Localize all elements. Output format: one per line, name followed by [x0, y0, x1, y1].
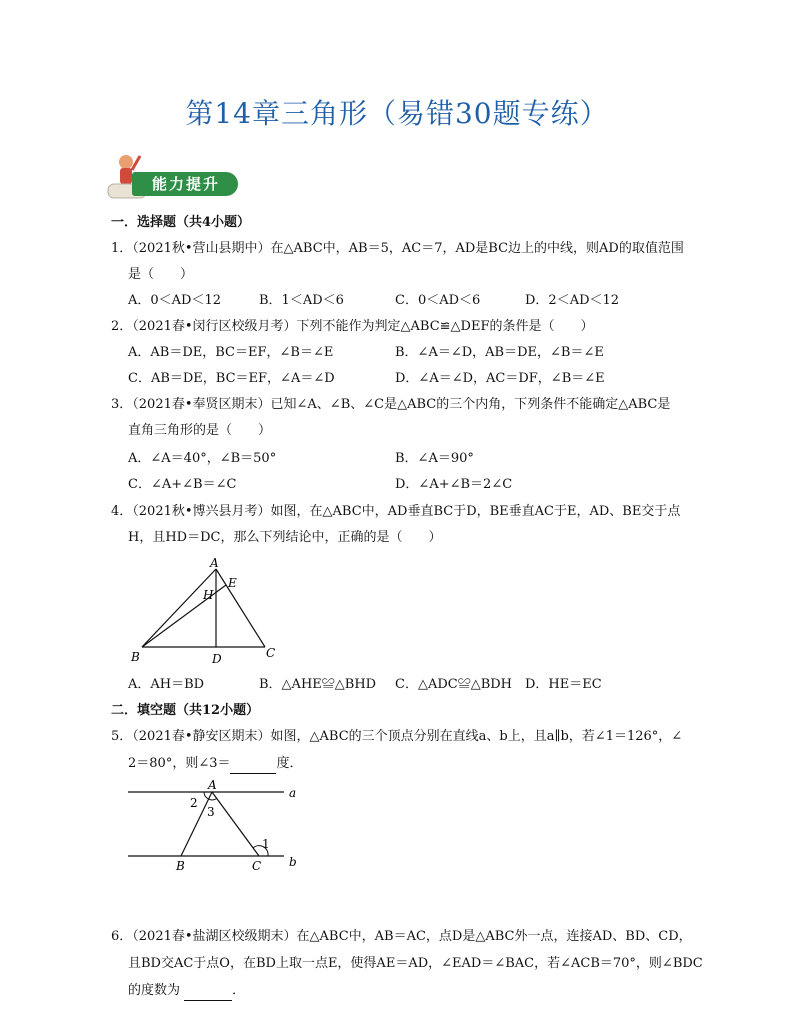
section-fill-heading: 二．填空题（共12小题）: [111, 703, 260, 718]
section-choice-heading: 一．选择题（共4小题）: [111, 215, 251, 230]
q1-stem-cont: 是（ ）: [128, 267, 194, 282]
q5-label-b: B: [176, 859, 185, 873]
q5-stem-cont-text: 2＝80°，则∠3＝: [128, 756, 231, 771]
q1-stem: 1．（2021秋•营山县期中）在△ABC中，AB＝5，AC＝7，AD是BC边上的中线，则AD的取值范围: [111, 241, 684, 256]
q5-label-line-b: b: [289, 855, 297, 869]
q5-stem: 5．（2021春•静安区期末）如图，△ABC的三个顶点分别在直线a、b上，且a∥b，若∠1＝126°，∠: [111, 729, 683, 744]
q5-parallel-lines-figure: [124, 776, 308, 876]
q4-label-a: A: [210, 556, 219, 570]
q6-answer-blank[interactable]: [184, 982, 232, 1001]
q4-label-c: C: [266, 646, 276, 660]
q4-stem: 4．（2021秋•博兴县月考）如图，在△ABC中，AD垂直BC于D，BE垂直AC于E，AD、BE交于点: [111, 504, 681, 519]
q4-option-a: A．AH＝BD: [128, 677, 205, 692]
q5-angle-2: 2: [190, 796, 198, 810]
q2-option-a: A．AB＝DE，BC＝EF，∠B＝∠E: [128, 345, 334, 360]
q2-stem: 2．（2021春•闵行区校级月考）下列不能作为判定△ABC≌△DEF的条件是（ ）: [111, 319, 594, 334]
q4-label-h: H: [203, 588, 214, 602]
q5-label-c: C: [252, 859, 262, 873]
q2-option-d: D．∠A＝∠D，AC＝DF，∠B＝∠E: [395, 371, 605, 386]
q1-option-d: D．2＜AD＜12: [525, 293, 620, 308]
q6-stem-cont2: 的度数为 ．: [128, 982, 245, 1001]
q2-option-c: C．AB＝DE，BC＝EF，∠A＝∠D: [128, 371, 335, 386]
q1-option-c: C．0＜AD＜6: [395, 293, 481, 308]
q6-stem-cont2-text: 的度数为: [128, 983, 181, 998]
q6-stem: 6．（2021春•盐湖区校级期末）在△ABC中，AB＝AC，点D是△ABC外一点，连接AD、BD、CD，: [111, 929, 692, 944]
q5-stem-cont: [128, 755, 303, 774]
q2-option-b: B．∠A＝∠D，AB＝DE，∠B＝∠E: [395, 345, 604, 360]
q4-label-b: B: [131, 650, 140, 664]
page-title: 第14章三角形（易错30题专练）: [185, 97, 609, 130]
q5-stem-unit: 度．: [276, 756, 303, 771]
ability-badge-label: 能力提升: [132, 172, 238, 196]
q1-option-b: B．1＜AD＜6: [259, 293, 344, 308]
ability-badge: [106, 150, 238, 202]
q3-stem-cont: 直角三角形的是（ ）: [128, 423, 272, 438]
q4-label-d: D: [212, 652, 222, 666]
q3-option-b: B．∠A＝90°: [395, 451, 474, 466]
q3-stem: 3．（2021春•奉贤区期末）已知∠A、∠B、∠C是△ABC的三个内角，下列条件不能确定△ABC是: [111, 397, 671, 412]
q6-stem-cont: 且BD交AC于点O，在BD上取一点E，使得AE＝AD，∠EAD＝∠BAC，若∠ACB＝70°，则∠BDC: [128, 956, 703, 971]
q5-angle-1: 1: [262, 837, 270, 851]
q5-answer-blank[interactable]: [230, 755, 276, 774]
q5-angle-3: 3: [207, 805, 215, 819]
q3-option-d: D．∠A+∠B＝2∠C: [395, 477, 513, 492]
q3-option-a: A．∠A＝40°，∠B＝50°: [128, 451, 277, 466]
q4-stem-cont: H，且HD＝DC，那么下列结论中，正确的是（ ）: [128, 530, 442, 545]
q4-option-d: D．HE＝EC: [525, 677, 602, 692]
q1-option-a: A．0＜AD＜12: [128, 293, 222, 308]
q3-option-c: C．∠A+∠B＝∠C: [128, 477, 237, 492]
q4-option-b: B．△AHE≌△BHD: [259, 677, 377, 692]
q4-label-e: E: [228, 576, 237, 590]
q5-label-line-a: a: [289, 786, 297, 800]
q5-label-a: A: [208, 778, 217, 792]
q4-option-c: C．△ADC≌△BDH: [395, 677, 513, 692]
q4-triangle-figure: [120, 555, 290, 667]
